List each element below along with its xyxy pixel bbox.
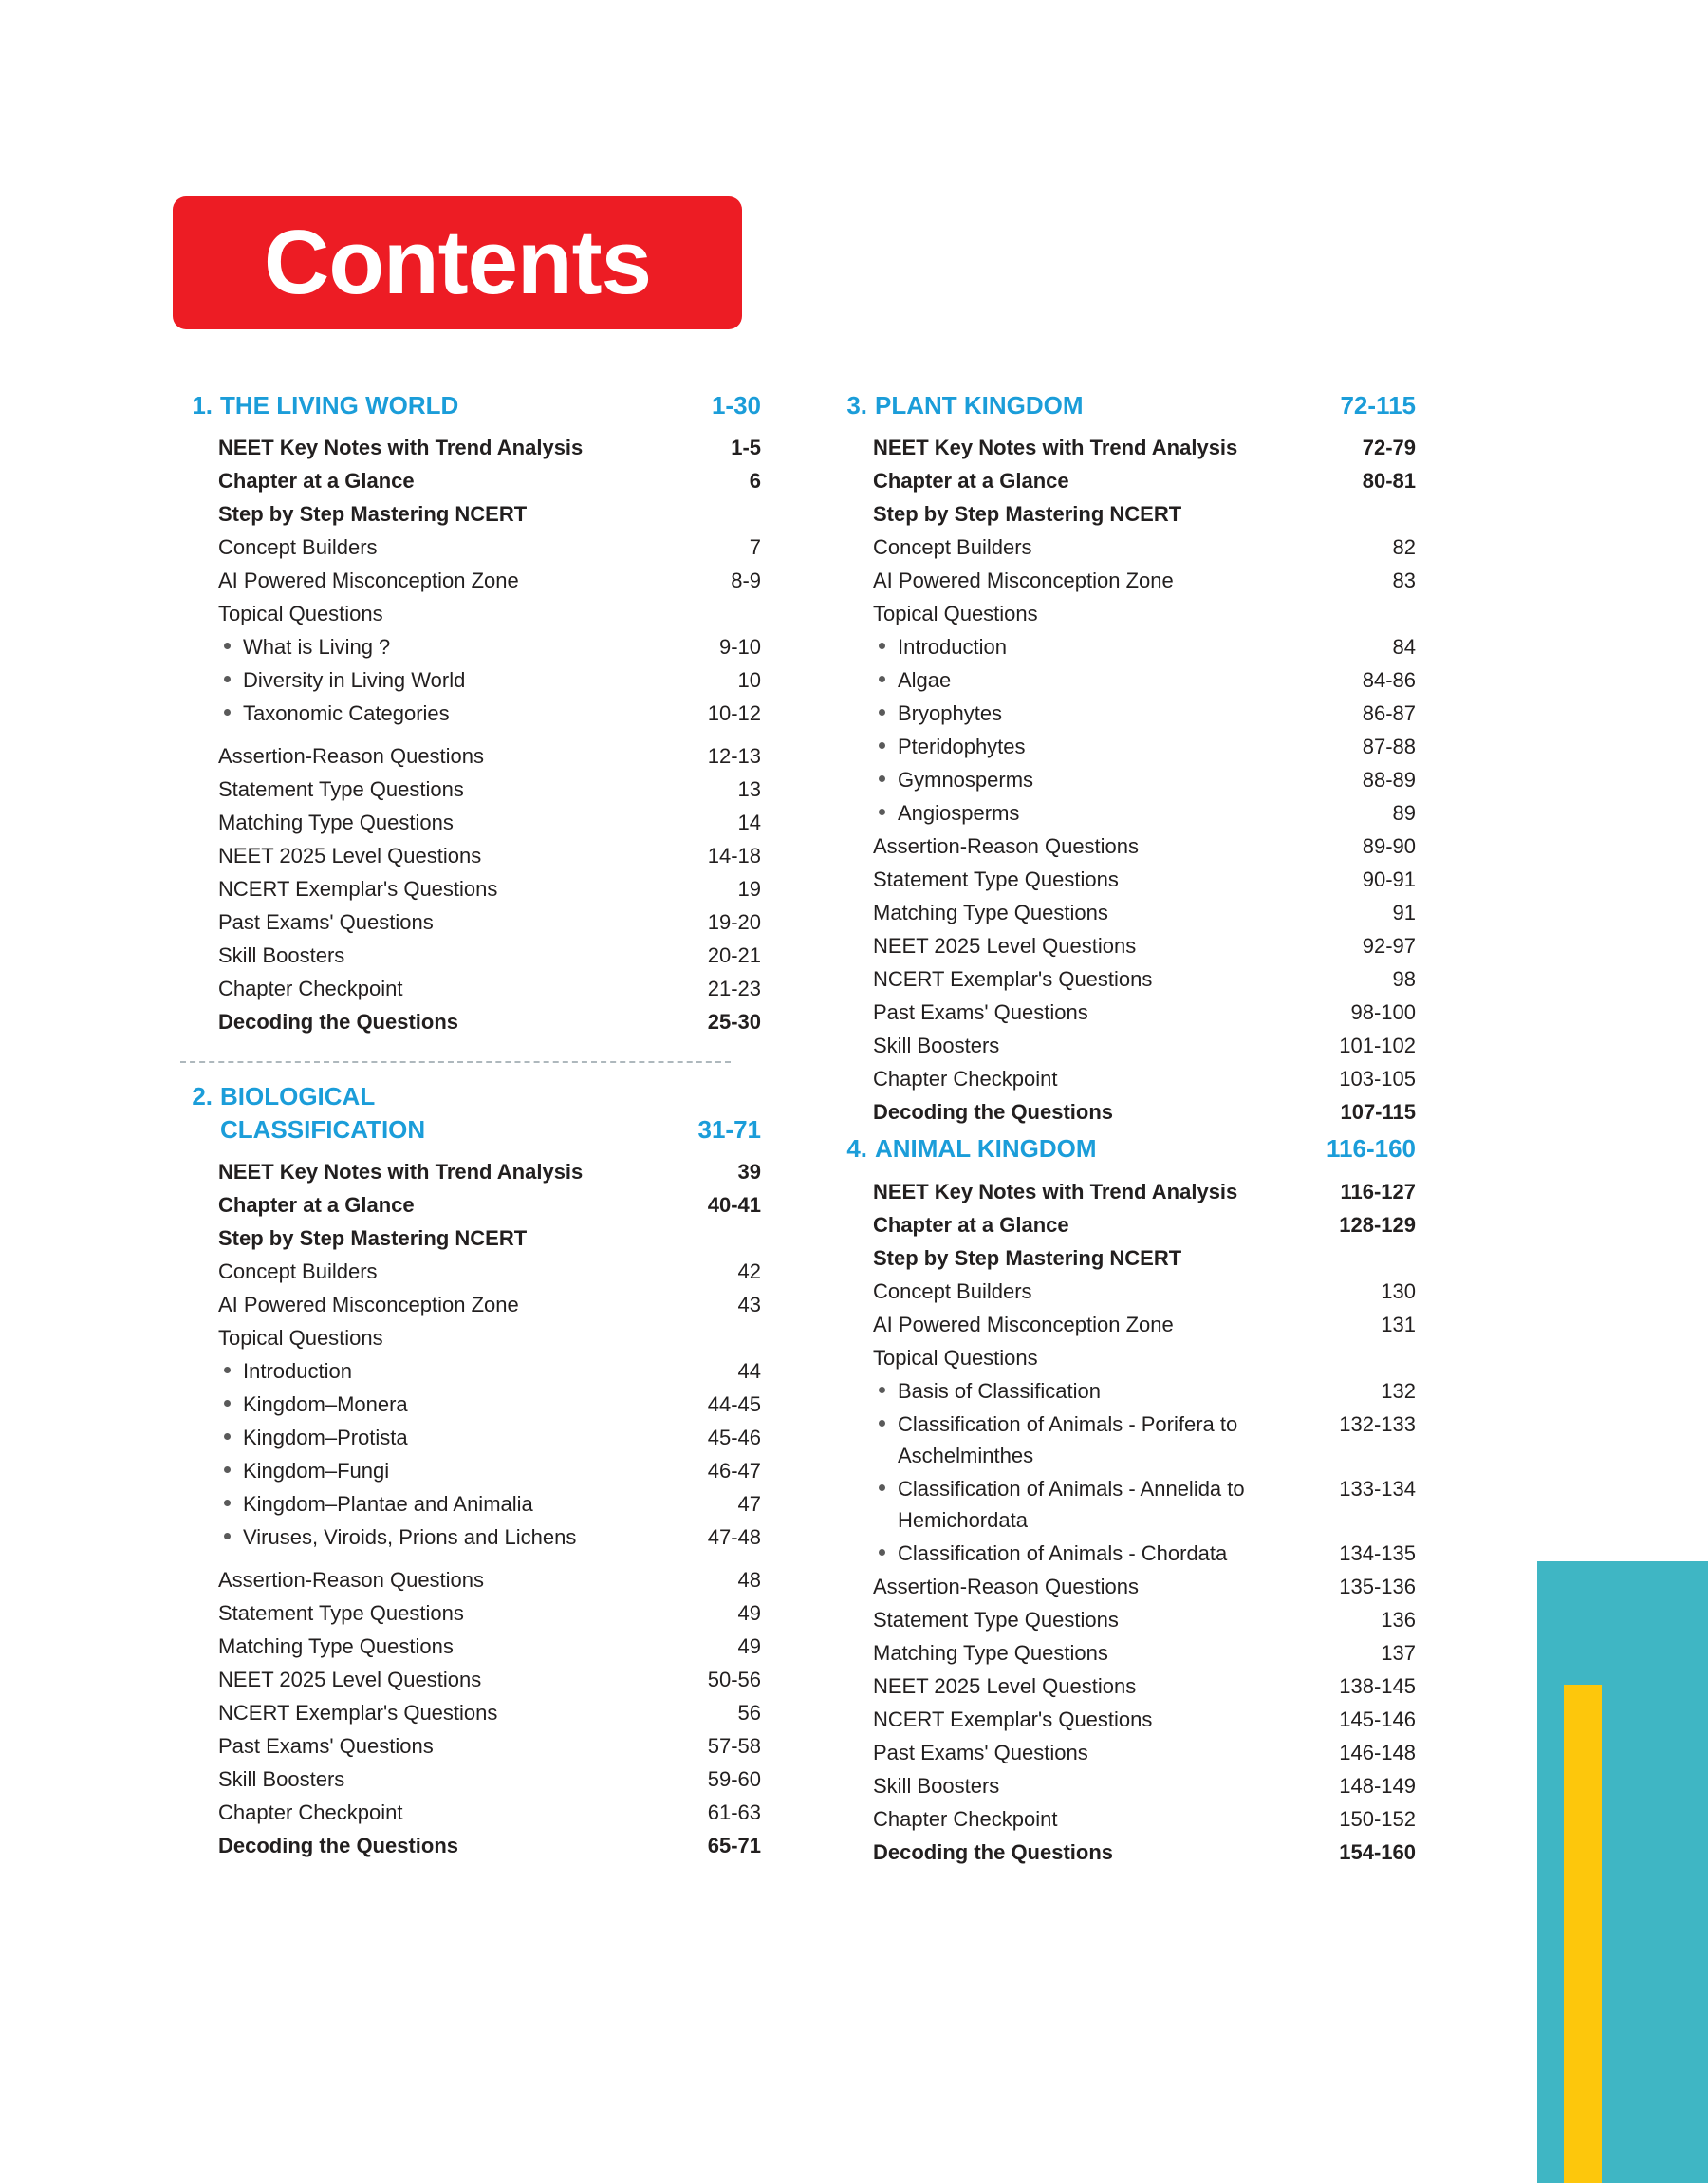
toc-entry-label: Concept Builders (218, 1259, 378, 1283)
toc-entry[interactable] (218, 1563, 761, 1596)
toc-entry-page: 92-97 (1362, 934, 1416, 959)
toc-entry-label: NCERT Exemplar's Questions (218, 877, 498, 902)
toc-entry[interactable] (873, 1095, 1416, 1129)
toc-entry[interactable] (218, 1663, 761, 1696)
toc-entry[interactable] (873, 1802, 1416, 1836)
toc-entry-page: 84 (1392, 635, 1416, 660)
toc-entry-label: Topical Questions (218, 602, 383, 626)
toc-entry-label: Step by Step Mastering NCERT (218, 1225, 528, 1250)
toc-entry[interactable] (873, 962, 1416, 996)
toc-entry[interactable] (218, 839, 761, 872)
toc-entry-label: Skill Boosters (873, 1773, 1000, 1798)
toc-entry-page: 133-134 (1339, 1476, 1416, 1501)
toc-entry-label: NCERT Exemplar's Questions (873, 1707, 1153, 1731)
toc-entry-page: 72-79 (1362, 436, 1416, 460)
toc-entry[interactable] (873, 1836, 1416, 1869)
chapter-page-range: 116-160 (1327, 1134, 1416, 1164)
toc-entry-page: 46-47 (707, 1458, 761, 1483)
contents-title-banner (173, 196, 742, 329)
toc-entry-page: 87-88 (1362, 735, 1416, 759)
toc-entry[interactable] (218, 972, 761, 1005)
toc-entry-label: Past Exams' Questions (218, 910, 434, 935)
toc-entry[interactable] (873, 1374, 1416, 1408)
toc-entry[interactable] (218, 905, 761, 939)
toc-entry[interactable] (873, 1570, 1416, 1603)
toc-entry[interactable] (218, 431, 761, 464)
toc-entry[interactable] (873, 431, 1416, 464)
toc-entry[interactable] (218, 1354, 761, 1388)
toc-entry-label: Skill Boosters (218, 943, 345, 968)
toc-entry-label: Statement Type Questions (873, 1607, 1119, 1632)
toc-entry-label: Kingdom–Monera (218, 1389, 676, 1420)
toc-entry-label: Classification of Animals - Porifera to Aschelminthes (873, 1409, 1330, 1471)
toc-entry[interactable] (873, 1769, 1416, 1802)
toc-entry-page: 89 (1392, 801, 1416, 826)
toc-entry[interactable] (218, 1321, 761, 1354)
toc-entry-label: Step by Step Mastering NCERT (873, 502, 1182, 527)
toc-entry[interactable] (218, 1005, 761, 1038)
toc-entry[interactable] (873, 863, 1416, 896)
toc-entry-label: Viruses, Viroids, Prions and Lichens (218, 1521, 676, 1553)
chapter-title: ANIMAL KINGDOM (875, 1134, 1097, 1164)
toc-entry-page: 148-149 (1339, 1773, 1416, 1798)
toc-entry-label: NEET Key Notes with Trend Analysis (218, 1159, 584, 1184)
chapter-page-range: 72-115 (1340, 391, 1416, 420)
toc-entry-page: 91 (1392, 901, 1416, 925)
toc-entry-page: 90-91 (1362, 868, 1416, 892)
toc-entry-label: Taxonomic Categories (218, 698, 676, 729)
toc-entry[interactable] (873, 1603, 1416, 1636)
toc-entry[interactable] (218, 1388, 761, 1421)
decorative-teal-block (1537, 1561, 1708, 2183)
toc-entry-label: NEET Key Notes with Trend Analysis (873, 1179, 1238, 1203)
contents-columns (173, 389, 1520, 1873)
toc-entry-label: Decoding the Questions (218, 1010, 459, 1035)
toc-entry-label: Kingdom–Protista (218, 1422, 676, 1453)
toc-entry[interactable] (218, 1222, 761, 1255)
toc-entry-page: 138-145 (1339, 1673, 1416, 1698)
toc-entry-page: 20-21 (707, 943, 761, 968)
toc-entry-page: 6 (749, 469, 761, 494)
toc-entry-label: AI Powered Misconception Zone (873, 1312, 1174, 1336)
toc-entry-label: Step by Step Mastering NCERT (873, 1245, 1182, 1270)
toc-entry-label: Chapter at a Glance (873, 1212, 1069, 1237)
toc-entry-page: 145-146 (1339, 1707, 1416, 1731)
toc-entry-label: Matching Type Questions (218, 1633, 454, 1658)
chapter-number: 4. (846, 1134, 867, 1164)
toc-entry[interactable] (218, 1454, 761, 1487)
toc-entry-label: Pteridophytes (873, 731, 1330, 762)
toc-entry-page: 86-87 (1362, 701, 1416, 726)
chapter-heading[interactable] (173, 1080, 761, 1146)
toc-entry[interactable] (873, 730, 1416, 763)
toc-entry-page: 135-136 (1339, 1574, 1416, 1598)
toc-entry-label: What is Living ? (218, 631, 676, 662)
toc-entry-page: 132 (1381, 1378, 1416, 1403)
toc-entry-label: Bryophytes (873, 698, 1330, 729)
toc-entry-label: NEET Key Notes with Trend Analysis (218, 436, 584, 460)
toc-entry-label: Chapter Checkpoint (873, 1067, 1058, 1092)
toc-entry-label: Step by Step Mastering NCERT (218, 502, 528, 527)
toc-entry[interactable] (873, 996, 1416, 1029)
toc-entry-page: 8-9 (731, 569, 761, 593)
toc-entry[interactable] (873, 1175, 1416, 1208)
toc-entry-label: Classification of Animals - Chordata (873, 1538, 1330, 1569)
toc-entry[interactable] (218, 1255, 761, 1288)
toc-entry[interactable] (218, 497, 761, 531)
toc-entry-label: Concept Builders (218, 535, 378, 560)
toc-entry[interactable] (218, 939, 761, 972)
toc-entry-label: NEET 2025 Level Questions (218, 1667, 482, 1691)
toc-entry-label: Kingdom–Plantae and Animalia (218, 1488, 676, 1520)
toc-entry-page: 10 (737, 668, 761, 693)
toc-entry-label: Past Exams' Questions (873, 1000, 1088, 1025)
toc-entry[interactable] (218, 1696, 761, 1729)
toc-entry-label: Decoding the Questions (873, 1839, 1114, 1864)
toc-entry-label: Basis of Classification (873, 1375, 1330, 1407)
toc-entry[interactable] (218, 1763, 761, 1796)
chapter-entry-list (827, 431, 1416, 1129)
chapter-page-range: 1-30 (711, 391, 761, 420)
toc-entry-label: NEET 2025 Level Questions (873, 1673, 1137, 1698)
toc-entry-page: 80-81 (1362, 469, 1416, 494)
chapter-entry-list (827, 1175, 1416, 1869)
toc-entry[interactable] (873, 1537, 1416, 1570)
toc-entry-page: 48 (737, 1567, 761, 1592)
toc-entry-label: Skill Boosters (873, 1034, 1000, 1058)
toc-entry-label: Introduction (873, 631, 1330, 662)
toc-entry[interactable] (873, 1308, 1416, 1341)
decorative-yellow-block (1564, 1685, 1602, 2183)
toc-entry-page: 13 (737, 777, 761, 802)
toc-entry[interactable] (873, 1472, 1416, 1537)
toc-entry-page: 19 (737, 877, 761, 902)
toc-entry[interactable] (218, 1155, 761, 1188)
chapter-heading[interactable] (827, 389, 1416, 421)
toc-entry[interactable] (218, 531, 761, 564)
toc-entry-label: NCERT Exemplar's Questions (218, 1700, 498, 1725)
toc-entry-page: 134-135 (1339, 1540, 1416, 1565)
toc-entry[interactable] (218, 1796, 761, 1829)
toc-entry-page: 98-100 (1350, 1000, 1416, 1025)
toc-entry-page: 137 (1381, 1640, 1416, 1665)
toc-entry-label: Assertion-Reason Questions (873, 1574, 1140, 1598)
toc-entry-page: 44-45 (707, 1391, 761, 1416)
toc-entry-label: Assertion-Reason Questions (218, 1567, 485, 1592)
toc-entry-label: NEET 2025 Level Questions (873, 934, 1137, 959)
toc-entry-page: 39 (737, 1159, 761, 1184)
toc-entry-label: Chapter at a Glance (218, 469, 415, 494)
toc-entry-label: NEET Key Notes with Trend Analysis (873, 436, 1238, 460)
toc-entry-page: 65-71 (707, 1833, 761, 1857)
toc-entry[interactable] (873, 1275, 1416, 1308)
chapter-entry-list (173, 431, 761, 1038)
toc-entry-label: Diversity in Living World (218, 664, 676, 696)
toc-entry-label: NEET 2025 Level Questions (218, 844, 482, 868)
toc-entry-label: Decoding the Questions (218, 1833, 459, 1857)
toc-entry-label: Topical Questions (218, 1325, 383, 1350)
toc-entry[interactable] (218, 1630, 761, 1663)
toc-entry[interactable] (873, 1341, 1416, 1374)
toc-entry-page: 10-12 (707, 701, 761, 726)
toc-entry-page: 14-18 (707, 844, 761, 868)
toc-entry-page: 1-5 (731, 436, 761, 460)
toc-entry[interactable] (873, 531, 1416, 564)
toc-entry[interactable] (218, 773, 761, 806)
toc-entry-label: Decoding the Questions (873, 1100, 1114, 1125)
toc-entry-label: Past Exams' Questions (873, 1740, 1088, 1764)
toc-entry-label: Statement Type Questions (218, 777, 464, 802)
toc-entry[interactable] (218, 1188, 761, 1222)
toc-entry[interactable] (218, 1729, 761, 1763)
toc-entry-label: Introduction (218, 1355, 676, 1387)
toc-entry-page: 19-20 (707, 910, 761, 935)
toc-entry-label: Concept Builders (873, 535, 1032, 560)
toc-entry-label: Concept Builders (873, 1278, 1032, 1303)
page-title: Contents (264, 212, 651, 313)
chapter-block (827, 1132, 1416, 1868)
toc-entry-label: Kingdom–Fungi (218, 1455, 676, 1486)
toc-entry-page: 43 (737, 1292, 761, 1316)
toc-entry-page: 116-127 (1340, 1179, 1416, 1203)
toc-entry[interactable] (218, 1596, 761, 1630)
toc-entry[interactable] (218, 663, 761, 697)
section-divider (180, 1061, 731, 1063)
chapter-number: 3. (846, 391, 867, 420)
toc-entry-page: 44 (737, 1358, 761, 1383)
toc-entry-label: Chapter at a Glance (218, 1192, 415, 1217)
toc-entry[interactable] (873, 1062, 1416, 1095)
toc-entry-label: Statement Type Questions (873, 868, 1119, 892)
toc-entry-page: 12-13 (707, 744, 761, 769)
toc-entry[interactable] (873, 1670, 1416, 1703)
toc-entry-page: 107-115 (1340, 1100, 1416, 1125)
toc-entry[interactable] (218, 1829, 761, 1862)
toc-entry[interactable] (873, 564, 1416, 597)
toc-entry-label: Assertion-Reason Questions (218, 744, 485, 769)
toc-entry-page: 131 (1381, 1312, 1416, 1336)
toc-entry-label: Statement Type Questions (218, 1600, 464, 1625)
toc-entry-page: 9-10 (718, 635, 761, 660)
toc-entry[interactable] (218, 597, 761, 630)
toc-entry-page: 7 (749, 535, 761, 560)
toc-entry[interactable] (218, 739, 761, 773)
toc-entry[interactable] (873, 663, 1416, 697)
toc-entry-page: 49 (737, 1633, 761, 1658)
toc-entry-page: 83 (1392, 569, 1416, 593)
toc-entry-page: 57-58 (707, 1733, 761, 1758)
toc-entry[interactable] (873, 1408, 1416, 1472)
toc-entry-label: NCERT Exemplar's Questions (873, 967, 1153, 992)
chapter-title: PLANT KINGDOM (875, 391, 1084, 420)
toc-entry[interactable] (873, 1636, 1416, 1670)
chapter-heading[interactable] (827, 1132, 1416, 1165)
toc-entry-page: 154-160 (1339, 1839, 1416, 1864)
toc-entry-label: Gymnosperms (873, 764, 1330, 795)
toc-entry-page: 45-46 (707, 1425, 761, 1449)
toc-entry-label: Chapter Checkpoint (218, 1800, 403, 1824)
toc-entry[interactable] (873, 1029, 1416, 1062)
toc-entry-label: Past Exams' Questions (218, 1733, 434, 1758)
toc-entry-page: 50-56 (707, 1667, 761, 1691)
toc-entry[interactable] (873, 597, 1416, 630)
toc-entry[interactable] (218, 806, 761, 839)
toc-entry-label: Assertion-Reason Questions (873, 834, 1140, 859)
toc-entry[interactable] (218, 697, 761, 730)
toc-entry[interactable] (873, 697, 1416, 730)
toc-entry[interactable] (873, 830, 1416, 863)
toc-entry-page: 56 (737, 1700, 761, 1725)
chapter-entry-list (173, 1155, 761, 1862)
toc-entry-page: 132-133 (1339, 1411, 1416, 1436)
toc-entry-label: Chapter Checkpoint (218, 977, 403, 1001)
toc-entry-page: 130 (1381, 1278, 1416, 1303)
toc-entry-page: 59-60 (707, 1766, 761, 1791)
toc-entry[interactable] (218, 564, 761, 597)
toc-entry-page: 82 (1392, 535, 1416, 560)
toc-entry[interactable] (218, 1521, 761, 1554)
toc-entry-page: 21-23 (707, 977, 761, 1001)
toc-entry-page: 101-102 (1339, 1034, 1416, 1058)
toc-entry-label: Matching Type Questions (873, 1640, 1108, 1665)
toc-entry-page: 88-89 (1362, 768, 1416, 793)
toc-entry-label: AI Powered Misconception Zone (218, 1292, 519, 1316)
chapter-number: 2. (192, 1082, 213, 1111)
toc-entry-page: 89-90 (1362, 834, 1416, 859)
toc-entry[interactable] (873, 763, 1416, 796)
toc-entry-page: 103-105 (1339, 1067, 1416, 1092)
toc-entry-page: 14 (737, 811, 761, 835)
toc-entry-label: Matching Type Questions (873, 901, 1108, 925)
toc-entry[interactable] (218, 872, 761, 905)
toc-entry[interactable] (873, 497, 1416, 531)
toc-entry[interactable] (873, 1208, 1416, 1241)
toc-entry-page: 49 (737, 1600, 761, 1625)
toc-entry[interactable] (218, 630, 761, 663)
toc-entry[interactable] (218, 1487, 761, 1521)
chapter-page-range: 31-71 (697, 1114, 761, 1144)
toc-entry-page: 42 (737, 1259, 761, 1283)
chapter-block (173, 389, 761, 1038)
toc-entry[interactable] (873, 630, 1416, 663)
toc-entry[interactable] (218, 1421, 761, 1454)
toc-entry-label: Chapter at a Glance (873, 469, 1069, 494)
contents-column-left (173, 389, 761, 1873)
toc-entry-page: 40-41 (707, 1192, 761, 1217)
toc-entry-label: Topical Questions (873, 602, 1038, 626)
chapter-block (173, 1080, 761, 1862)
contents-column-right (827, 389, 1416, 1873)
toc-entry-page: 61-63 (707, 1800, 761, 1824)
toc-entry-page: 84-86 (1362, 668, 1416, 693)
toc-entry[interactable] (218, 464, 761, 497)
chapter-number: 1. (192, 391, 213, 420)
toc-entry-page: 98 (1392, 967, 1416, 992)
toc-entry-label: Chapter Checkpoint (873, 1806, 1058, 1831)
chapter-title: BIOLOGICAL CLASSIFICATION (220, 1082, 426, 1144)
toc-entry-page: 47-48 (707, 1524, 761, 1549)
toc-entry[interactable] (873, 896, 1416, 929)
toc-entry-label: Algae (873, 664, 1330, 696)
toc-entry-label: AI Powered Misconception Zone (218, 569, 519, 593)
toc-entry-page: 146-148 (1339, 1740, 1416, 1764)
toc-entry[interactable] (873, 929, 1416, 962)
toc-entry-label: Classification of Animals - Annelida to Hemichordata (873, 1473, 1330, 1536)
chapter-block (827, 389, 1416, 1129)
toc-entry[interactable] (873, 464, 1416, 497)
toc-entry-page: 136 (1381, 1607, 1416, 1632)
toc-entry[interactable] (873, 1241, 1416, 1275)
toc-entry-label: Angiosperms (873, 797, 1330, 829)
chapter-title: THE LIVING WORLD (220, 391, 459, 420)
toc-entry-page: 47 (737, 1491, 761, 1516)
toc-entry-page: 128-129 (1339, 1212, 1416, 1237)
chapter-heading[interactable] (173, 389, 761, 421)
toc-entry-page: 25-30 (707, 1010, 761, 1035)
toc-entry-label: Skill Boosters (218, 1766, 345, 1791)
toc-entry-label: AI Powered Misconception Zone (873, 569, 1174, 593)
toc-entry-label: Matching Type Questions (218, 811, 454, 835)
toc-entry-label: Topical Questions (873, 1345, 1038, 1370)
toc-entry[interactable] (873, 796, 1416, 830)
toc-entry[interactable] (873, 1703, 1416, 1736)
toc-entry[interactable] (873, 1736, 1416, 1769)
toc-entry[interactable] (218, 1288, 761, 1321)
toc-entry-page: 150-152 (1339, 1806, 1416, 1831)
